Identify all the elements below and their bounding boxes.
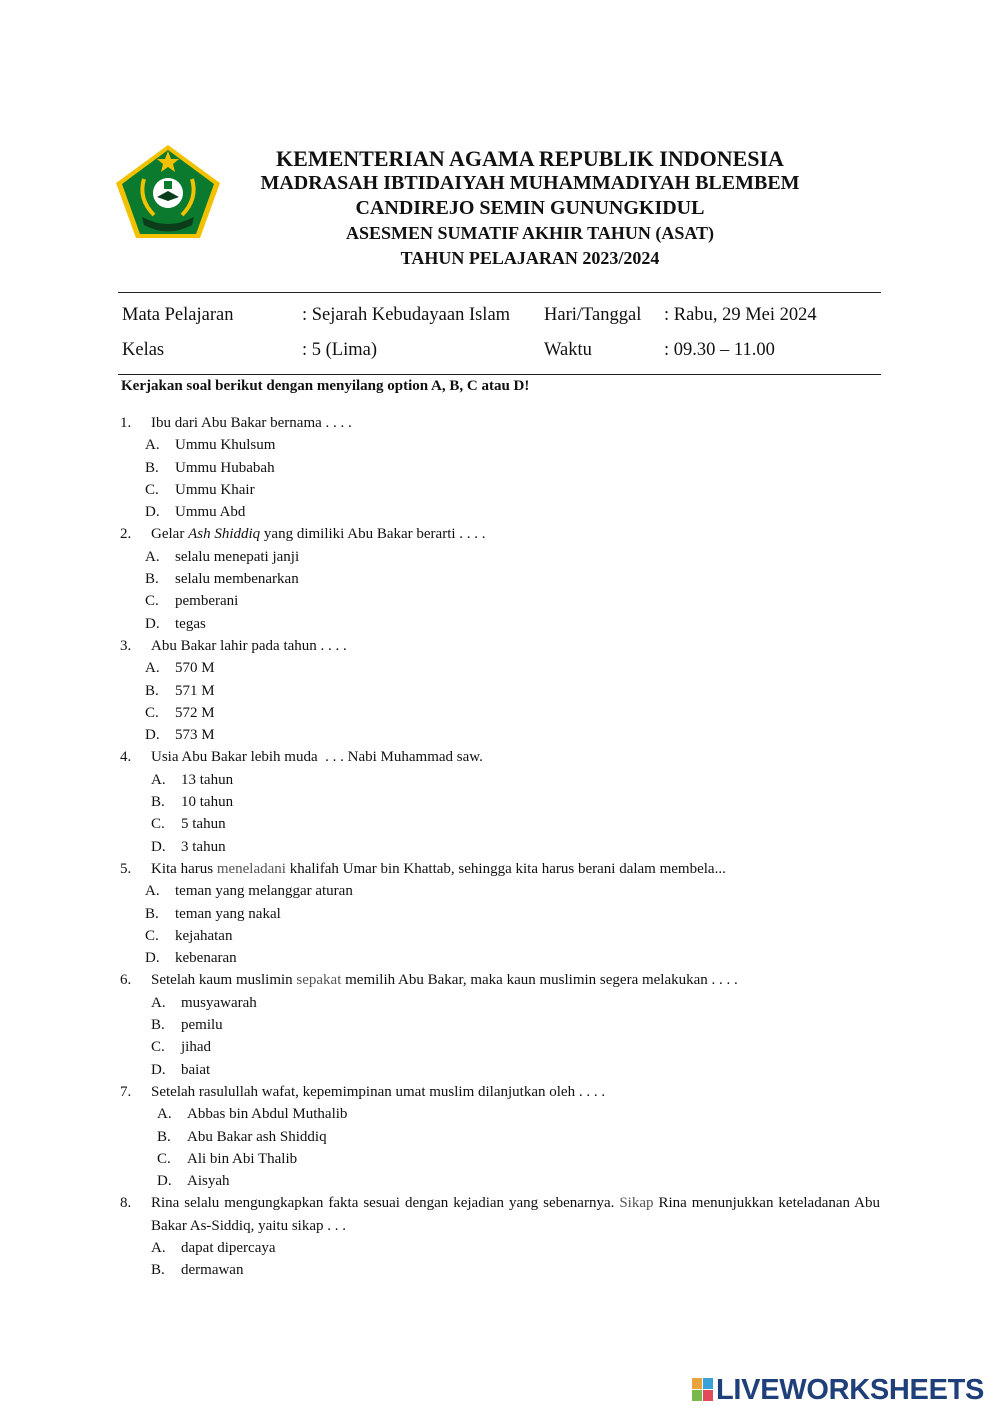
option-b[interactable]: B. 571 M [145,682,215,699]
option-d[interactable]: D. kebenaran [145,950,237,967]
option-a[interactable]: A. dapat dipercaya [151,1239,276,1256]
option-d[interactable]: D. tegas [145,615,206,632]
question-text: Setelah kaum muslimin sepakat memilih Abu Bakar, maka kaun muslimin segera melakukan . . . . [151,972,738,989]
question-8 [120,1192,880,1281]
question-number: 4. [120,749,132,766]
option-b[interactable]: B. teman yang nakal [145,905,281,922]
highlighted-word: meneladani [216,860,286,877]
option-b[interactable]: B. Abu Bakar ash Shiddiq [157,1128,327,1145]
document-header [180,146,880,271]
question-text: Abu Bakar lahir pada tahun . . . . [151,637,347,654]
time-value: : 09.30 – 11.00 [664,340,775,360]
question-number: 5. [120,860,132,877]
option-d[interactable]: D. 573 M [145,727,215,744]
time-label: Waktu [544,340,592,360]
header-academic-year: TAHUN PELAJARAN 2023/2024 [400,248,660,268]
question-text: Usia Abu Bakar lebih muda . . . Nabi Muhammad saw. [151,749,483,766]
question-number: 6. [120,972,132,989]
option-c[interactable]: C. kejahatan [145,927,233,944]
option-d[interactable]: D. Aisyah [157,1173,230,1190]
header-divider [118,292,881,293]
question-4 [120,746,880,857]
subject-value: : Sejarah Kebudayaan Islam [302,305,511,325]
question-text: Kita harus meneladani khalifah Umar bin Khattab, sehingga kita harus berani dalam membela... [151,860,726,877]
question-2 [120,523,880,634]
question-6 [120,969,880,1080]
day-label: Hari/Tanggal [544,305,642,325]
brand-name: LIVEWORKSHEETS [716,1374,985,1406]
option-d[interactable]: D. Ummu Abd [145,504,246,521]
option-a[interactable]: A. 570 M [145,660,215,677]
question-text: Ibu dari Abu Bakar bernama . . . . [151,415,352,431]
class-label: Kelas [122,340,165,360]
question-number: 1. [120,415,132,431]
option-c[interactable]: C. Ali bin Abi Thalib [157,1150,298,1167]
question-number: 2. [120,526,132,543]
option-c[interactable]: C. 5 tahun [151,816,226,833]
option-d[interactable]: D. 3 tahun [151,838,226,855]
option-b[interactable]: B. 10 tahun [151,794,234,811]
option-a[interactable]: A. 13 tahun [151,771,234,788]
option-d[interactable]: D. baiat [151,1061,211,1078]
header-address: CANDIREJO SEMIN GUNUNGKIDUL [355,197,705,219]
question-7 [120,1081,880,1192]
question-text: Rina selalu mengungkapkan fakta sesuai dengan kejadian yang sebenarnya. Sikap Rina menunjukkan keteladanan Abu Bakar As-Siddiq, yaitu sikap . . . [151,1195,881,1234]
option-a[interactable]: A. teman yang melanggar aturan [145,883,353,900]
option-c[interactable]: C. jihad [151,1039,211,1056]
question-text: Setelah rasulullah wafat, kepemimpinan umat muslim dilanjutkan oleh . . . . [151,1083,606,1100]
question-list [120,412,880,1282]
option-b[interactable]: B. dermawan [151,1262,244,1279]
option-a[interactable]: A. musyawarah [151,994,257,1011]
option-c[interactable]: C. 572 M [145,704,215,721]
liveworksheets-logo-icon [692,1378,714,1402]
header-school: MADRASAH IBTIDAIYAH MUHAMMADIYAH BLEMBEM [260,172,800,194]
subject-label: Mata Pelajaran [122,305,234,325]
day-value: : Rabu, 29 Mei 2024 [664,305,817,325]
class-value: : 5 (Lima) [302,340,378,360]
option-c[interactable]: C. Ummu Khair [145,481,255,498]
option-a[interactable]: A. Ummu Khulsum [145,437,276,454]
header-ministry: KEMENTERIAN AGAMA REPUBLIK INDONESIA [276,146,784,171]
info-divider [118,374,881,375]
option-b[interactable]: B. Ummu Hubabah [145,459,275,476]
question-1 [120,412,880,523]
option-c[interactable]: C. pemberani [145,593,239,610]
question-number: 8. [120,1195,132,1212]
option-a[interactable]: A. Abbas bin Abdul Muthalib [157,1106,348,1123]
question-number: 7. [120,1083,132,1100]
option-a[interactable]: A. selalu menepati janji [145,548,300,565]
question-text: Gelar Ash Shiddiq yang dimiliki Abu Bakar berarti . . . . [151,526,486,543]
highlighted-word: sepakat [296,972,342,989]
question-number: 3. [120,637,132,654]
option-b[interactable]: B. pemilu [151,1017,223,1034]
instruction-text: Kerjakan soal berikut dengan menyilang option A, B, C atau D! [121,378,530,394]
highlighted-word: Sikap [619,1195,654,1212]
option-b[interactable]: B. selalu membenarkan [145,571,299,588]
question-3 [120,635,880,746]
header-exam-title: ASESMEN SUMATIF AKHIR TAHUN (ASAT) [345,223,715,243]
emphasized-term: Ash Shiddiq [188,526,261,543]
question-5 [120,858,880,969]
